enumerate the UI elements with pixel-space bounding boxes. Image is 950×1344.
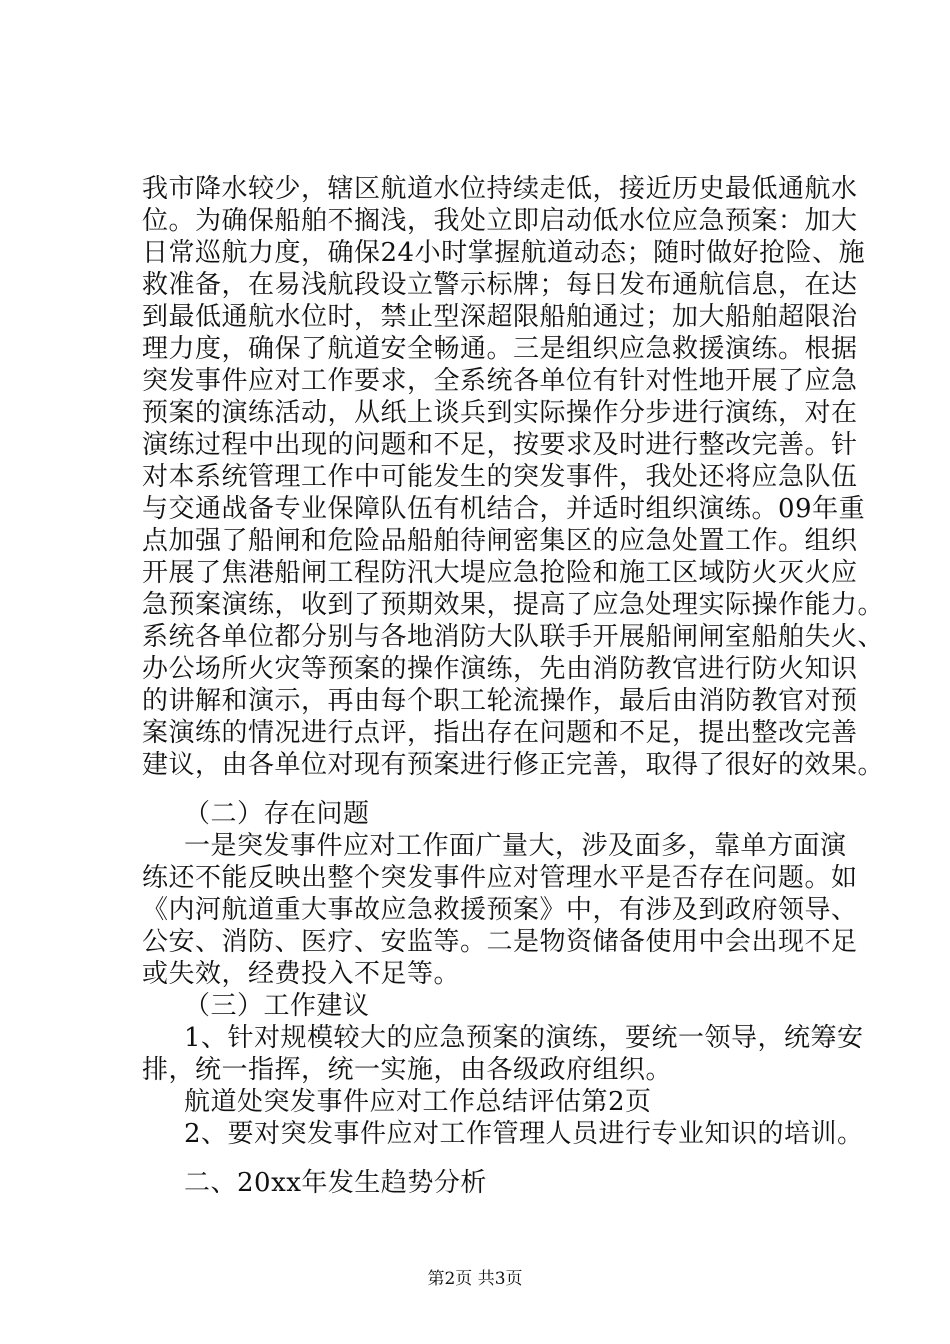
text-line: 救准备，在易浅航段设立警示标牌；每日发布通航信息，在达 (142, 270, 858, 300)
section-heading-suggestions: （三）工作建议 (184, 991, 370, 1021)
section-heading-problems: （二）存在问题 (184, 799, 370, 829)
text-line: 我市降水较少，辖区航道水位持续走低，接近历史最低通航水 (142, 174, 858, 204)
text-line: 航道处突发事件应对工作总结评估第2页 (184, 1087, 652, 1117)
text-line: 对本系统管理工作中可能发生的突发事件，我处还将应急队伍 (142, 462, 858, 492)
text-line: 日常巡航力度，确保24小时掌握航道动态；随时做好抢险、施 (142, 238, 866, 268)
text-line: 位。为确保船舶不搁浅，我处立即启动低水位应急预案：加大 (142, 206, 858, 236)
text-line: 急预案演练，收到了预期效果，提高了应急处理实际操作能力。 (142, 590, 885, 620)
text-line: 《内河航道重大事故应急救援预案》中，有涉及到政府领导、 (142, 895, 858, 925)
text-line: 的讲解和演示，再由每个职工轮流操作，最后由消防教官对预 (142, 686, 858, 716)
text-line: 与交通战备专业保障队伍有机结合，并适时组织演练。09年重 (142, 494, 866, 524)
text-line: 点加强了船闸和危险品船舶待闸密集区的应急处置工作。组织 (142, 526, 858, 556)
text-line: 办公场所火灾等预案的操作演练，先由消防教官进行防火知识 (142, 654, 858, 684)
text-line: 理力度，确保了航道安全畅通。三是组织应急救援演练。根据 (142, 334, 858, 364)
text-line: 开展了焦港船闸工程防汛大堤应急抢险和施工区域防火灭火应 (142, 558, 858, 588)
text-line: 一是突发事件应对工作面广量大，涉及面多，靠单方面演 (184, 831, 847, 861)
text-line: 公安、消防、医疗、安监等。二是物资储备使用中会出现不足 (142, 927, 858, 957)
text-line: 案演练的情况进行点评，指出存在问题和不足，提出整改完善 (142, 718, 858, 748)
text-line: 预案的演练活动，从纸上谈兵到实际操作分步进行演练，对在 (142, 398, 858, 428)
text-line: 建议，由各单位对现有预案进行修正完善，取得了很好的效果。 (142, 750, 885, 780)
text-line: 1、针对规模较大的应急预案的演练，要统一领导，统筹安 (184, 1023, 864, 1053)
text-line: 练还不能反映出整个突发事件应对管理水平是否存在问题。如 (142, 863, 858, 893)
page-number-footer: 第2页 共3页 (427, 1269, 523, 1289)
text-line: 或失效，经费投入不足等。 (142, 959, 461, 989)
text-line: 排，统一指挥，统一实施，由各级政府组织。 (142, 1055, 673, 1085)
text-line: 2、要对突发事件应对工作管理人员进行专业知识的培训。 (184, 1119, 864, 1149)
section-heading-trend-analysis: 二、20xx年发生趋势分析 (184, 1168, 487, 1198)
text-line: 系统各单位都分别与各地消防大队联手开展船闸闸室船舶失火、 (142, 622, 885, 652)
text-line: 到最低通航水位时，禁止型深超限船舶通过；加大船舶超限治 (142, 302, 858, 332)
text-line: 演练过程中出现的问题和不足，按要求及时进行整改完善。针 (142, 430, 858, 460)
text-line: 突发事件应对工作要求，全系统各单位有针对性地开展了应急 (142, 366, 858, 396)
